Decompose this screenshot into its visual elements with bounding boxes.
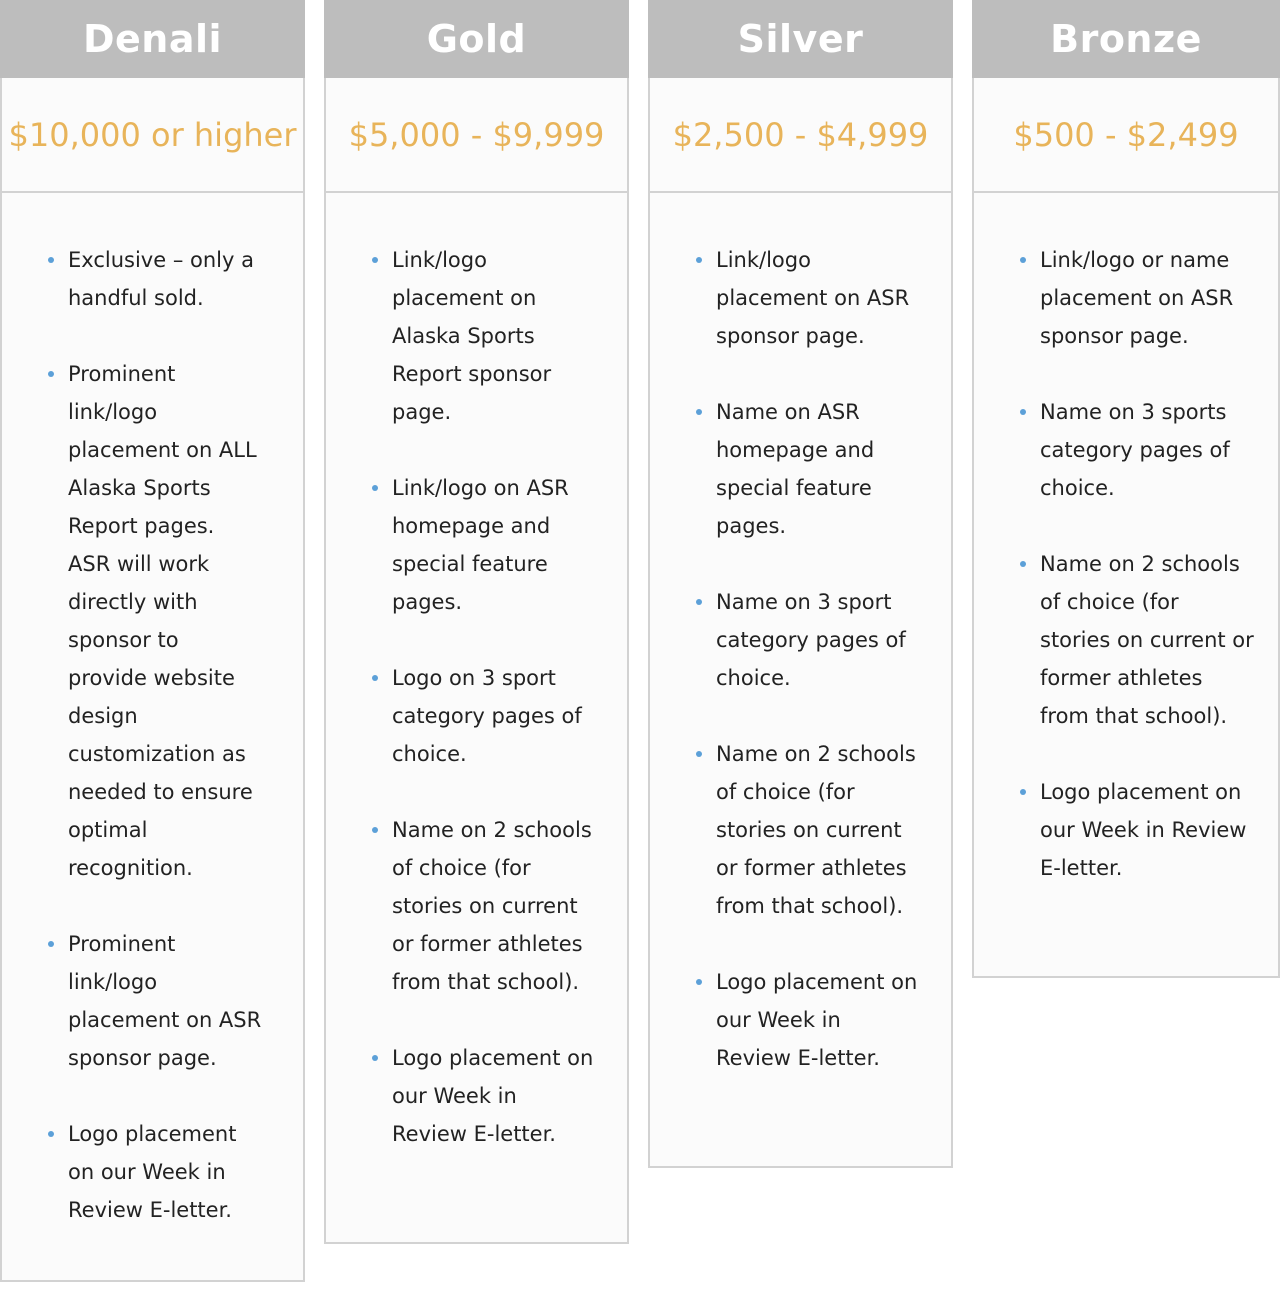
list-item — [1018, 545, 1254, 735]
tier-card-denali — [0, 0, 305, 1282]
benefit-text: Link/logo on ASR homepage and special feature pages. — [392, 476, 569, 614]
benefit-text: Name on 2 schools of choice (for stories on current or former athletes from that school). — [716, 742, 916, 918]
tier-title: Bronze — [972, 0, 1280, 78]
benefit-text: Name on 2 schools of choice (for stories on current or former athletes from that school). — [1040, 552, 1254, 728]
list-item — [370, 1039, 597, 1153]
benefit-text: Name on ASR homepage and special feature pages. — [716, 400, 875, 538]
benefit-text: Name on 3 sports category pages of choice. — [1040, 400, 1230, 500]
list-item — [370, 469, 597, 621]
list-item — [1018, 393, 1254, 507]
list-item — [694, 393, 921, 545]
tier-title: Denali — [0, 0, 305, 78]
bullet-icon — [372, 257, 378, 263]
list-item — [46, 1115, 263, 1229]
list-item — [46, 925, 263, 1077]
list-item — [370, 659, 597, 773]
benefit-text: Logo on 3 sport category pages of choice. — [392, 666, 582, 766]
list-item — [46, 241, 263, 317]
bullet-icon — [696, 751, 702, 757]
bullet-icon — [48, 1131, 54, 1137]
benefit-text: Prominent link/logo placement on ALL Alaska Sports Report pages. ASR will work directly with sponsor to provide website design customization as needed to ensure optimal recognition. — [68, 362, 257, 880]
benefit-text: Link/logo or name placement on ASR sponsor page. — [1040, 248, 1234, 348]
bullet-icon — [372, 675, 378, 681]
benefit-list — [694, 241, 921, 1077]
bullet-icon — [696, 257, 702, 263]
tier-card-gold — [324, 0, 629, 1244]
benefit-text: Link/logo placement on ASR sponsor page. — [716, 248, 910, 348]
benefit-text: Name on 2 schools of choice (for stories on current or former athletes from that school). — [392, 818, 592, 994]
bullet-icon — [372, 827, 378, 833]
tier-benefits — [2, 193, 303, 1229]
tier-price: $10,000 or higher — [2, 78, 303, 193]
bullet-icon — [696, 599, 702, 605]
list-item — [694, 963, 921, 1077]
bullet-icon — [696, 409, 702, 415]
tier-benefits — [326, 193, 627, 1153]
list-item — [1018, 773, 1254, 887]
bullet-icon — [372, 485, 378, 491]
tier-price: $5,000 - $9,999 — [326, 78, 627, 193]
list-item — [694, 735, 921, 925]
list-item — [694, 241, 921, 355]
benefit-text: Prominent link/logo placement on ASR sponsor page. — [68, 932, 262, 1070]
benefit-text: Link/logo placement on Alaska Sports Report sponsor page. — [392, 248, 552, 424]
benefit-list — [46, 241, 263, 1229]
bullet-icon — [1020, 789, 1026, 795]
tier-benefits — [650, 193, 951, 1077]
bullet-icon — [1020, 409, 1026, 415]
bullet-icon — [372, 1055, 378, 1061]
list-item — [46, 355, 263, 887]
list-item — [370, 241, 597, 431]
benefit-list — [370, 241, 597, 1153]
benefit-text: Logo placement on our Week in Review E-letter. — [1040, 780, 1247, 880]
benefit-text: Logo placement on our Week in Review E-letter. — [68, 1122, 237, 1222]
tier-title: Gold — [324, 0, 629, 78]
benefit-text: Name on 3 sport category pages of choice. — [716, 590, 906, 690]
bullet-icon — [1020, 561, 1026, 567]
tier-card-bronze — [972, 0, 1280, 978]
tier-benefits — [974, 193, 1278, 887]
tier-title: Silver — [648, 0, 953, 78]
benefit-text: Logo placement on our Week in Review E-letter. — [392, 1046, 594, 1146]
benefit-text: Logo placement on our Week in Review E-letter. — [716, 970, 918, 1070]
bullet-icon — [48, 257, 54, 263]
tier-card-silver — [648, 0, 953, 1168]
benefit-text: Exclusive – only a handful sold. — [68, 248, 254, 310]
benefit-list — [1018, 241, 1254, 887]
tier-price: $2,500 - $4,999 — [650, 78, 951, 193]
bullet-icon — [1020, 257, 1026, 263]
list-item — [370, 811, 597, 1001]
list-item — [694, 583, 921, 697]
list-item — [1018, 241, 1254, 355]
bullet-icon — [696, 979, 702, 985]
bullet-icon — [48, 371, 54, 377]
bullet-icon — [48, 941, 54, 947]
tier-price: $500 - $2,499 — [974, 78, 1278, 193]
